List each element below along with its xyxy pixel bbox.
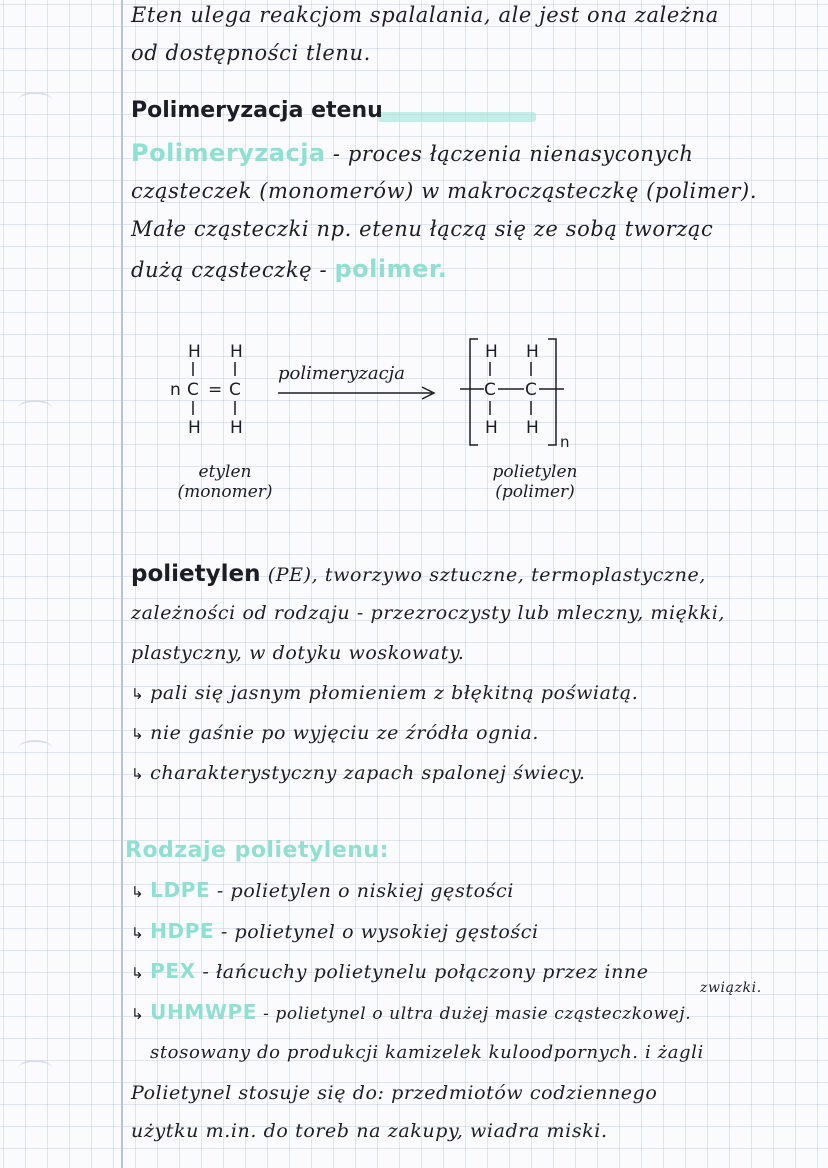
h-atom: H — [526, 342, 539, 362]
polymerization-def-line-1 — [131, 140, 693, 167]
punch-hole-mark — [18, 92, 52, 108]
type-text: - polietylen o niskiej gęstości — [216, 880, 514, 902]
pex-continuation: związki. — [700, 980, 762, 996]
type-item — [131, 958, 649, 986]
h-atom: H — [188, 342, 201, 362]
polyethylene-line-2: zależności od rodzaju - przezroczysty lub mleczny, miękki, — [131, 602, 726, 624]
c-atom: C — [525, 380, 537, 400]
h-atom: H — [230, 418, 243, 438]
polymer-term: polimer. — [334, 255, 448, 283]
type-code: LDPE — [150, 878, 211, 902]
intro-line-2: od dostępności tlenu. — [131, 41, 371, 65]
type-item — [131, 999, 691, 1027]
type-text: - polietynel o wysokiej gęstości — [220, 921, 539, 943]
punch-hole-mark — [18, 740, 52, 756]
bullet-text: nie gaśnie po wyjęciu ze źródła ognia. — [150, 722, 539, 744]
bullet-arrow-icon: ↳ — [131, 1005, 145, 1023]
monomer-caption — [170, 462, 280, 502]
polyethylene-line-3: plastyczny, w dotyku woskowaty. — [131, 642, 465, 664]
polymerization-def-line-2: cząsteczek (monomerów) w makrocząsteczkę (polimer). — [131, 179, 758, 203]
h-atom: H — [230, 342, 243, 362]
type-code: PEX — [150, 959, 196, 983]
bullet-arrow-icon: ↳ — [131, 964, 145, 982]
monomer-role: (monomer) — [177, 482, 273, 502]
h-atom: H — [188, 418, 201, 438]
c-atom: C — [229, 380, 241, 400]
polymerization-def-1: - proces łączenia nienasyconych — [332, 142, 694, 166]
c-atom: C — [484, 380, 496, 400]
polyethylene-bullet — [131, 760, 586, 787]
type-text: - polietynel o ultra dużej masie cząsteczkowej. — [263, 1004, 692, 1024]
polymer-role: (polimer) — [495, 482, 575, 502]
punch-hole-mark — [18, 400, 52, 416]
subscript-n: n — [560, 433, 570, 451]
punch-hole-mark — [18, 1060, 52, 1076]
polymer-caption — [470, 462, 600, 502]
heading-highlight — [378, 112, 536, 122]
bullet-arrow-icon: ↳ — [131, 685, 145, 703]
polyethylene-bullet — [131, 720, 539, 747]
type-code: HDPE — [150, 919, 215, 943]
bullet-text: charakterystyczny zapach spalonej świecy. — [150, 762, 586, 784]
type-text: - łańcuchy polietynelu połączony przez inne — [202, 961, 649, 983]
type-item — [131, 877, 514, 905]
arrow-label: polimeryzacja — [278, 363, 405, 384]
h-atom: H — [485, 418, 498, 438]
polymer-name: polietylen — [492, 462, 578, 482]
h-atom: H — [485, 342, 498, 362]
uhmwpe-continuation: stosowany do produkcji kamizelek kuloodpornych. i żagli — [150, 1042, 704, 1063]
types-heading: Rodzaje polietylenu: — [125, 838, 389, 863]
final-line-2: użytku m.in. do toreb na zakupy, wiadra miski. — [131, 1120, 608, 1142]
polymerization-def-4: dużą cząsteczkę - — [131, 258, 328, 282]
monomer-name: etylen — [198, 462, 252, 482]
polymerization-def-line-4 — [131, 256, 447, 283]
c-atom: C — [187, 380, 199, 400]
bullet-text: pali się jasnym płomieniem z błękitną poświatą. — [150, 682, 639, 704]
polyethylene-structure — [460, 339, 570, 451]
polyethylene-heading: polietylen — [131, 561, 261, 587]
n-coefficient: n — [170, 380, 181, 400]
final-line-1: Polietynel stosuje się do: przedmiotów codziennego — [131, 1082, 658, 1104]
bullet-arrow-icon: ↳ — [131, 883, 145, 901]
polymerization-term: Polimeryzacja — [131, 139, 326, 167]
type-item — [131, 918, 539, 946]
polymerization-reaction-diagram — [160, 335, 600, 465]
bullet-arrow-icon: ↳ — [131, 765, 145, 783]
polyethylene-line-1 — [131, 561, 706, 588]
ethylene-structure — [170, 342, 243, 438]
double-bond: = — [208, 380, 223, 400]
h-atom: H — [526, 418, 539, 438]
polyethylene-desc-1: (PE), tworzywo sztuczne, termoplastyczne, — [267, 564, 706, 586]
polyethylene-bullet — [131, 680, 638, 707]
type-code: UHMWPE — [150, 1000, 258, 1024]
polymerization-def-line-3: Małe cząsteczki np. etenu łączą się ze sobą tworząc — [131, 217, 714, 241]
margin-line — [121, 0, 123, 1168]
polymerization-heading: Polimeryzacja etenu — [131, 98, 383, 123]
intro-line-1: Eten ulega reakcjom spalalania, ale jest ona zależna — [131, 3, 719, 27]
bullet-arrow-icon: ↳ — [131, 725, 145, 743]
bullet-arrow-icon: ↳ — [131, 924, 145, 942]
